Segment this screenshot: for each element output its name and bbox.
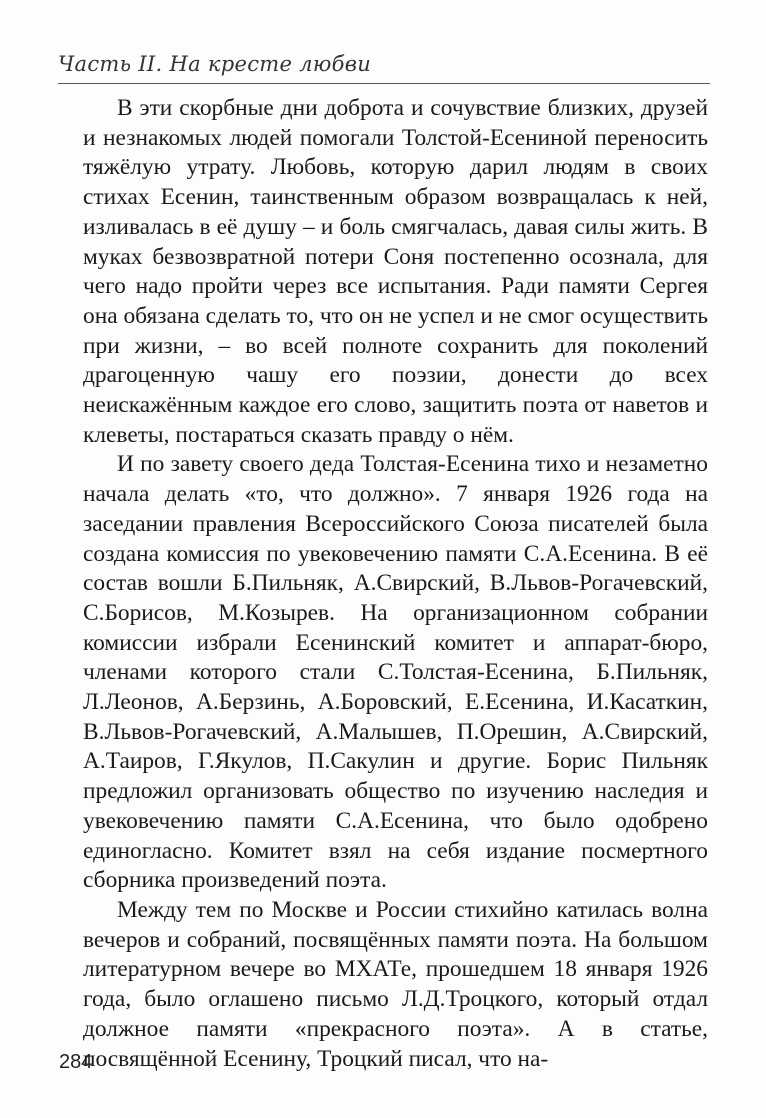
page-number: 284: [59, 1051, 93, 1073]
running-head: Часть II. На кресте любви: [58, 52, 372, 76]
body-text: [83, 94, 708, 1074]
paragraph-2: И по завету своего деда Толстая-Есенина тихо и незаметно начала делать «то, что должно». 7 января 1926 года на заседании правления Всероссийского Союза писателей была создана комиссия по увековечению памяти С.А.Есенина. В её состав вошли Б.Пильняк, А.Свирский, В.Львов-Рогачевский, С.Борисов, М.Козырев. На организационном собрании комиссии избрали Есенинский комитет и аппарат-бюро, членами которого стали С.Толстая-Есенина, Б.Пильняк, Л.Леонов, А.Берзинь, А.Боровский, Е.Есенина, И.Касаткин, В.Львов-Рогачевский, А.Малышев, П.Орешин, А.Свирский, А.Таиров, Г.Якулов, П.Сакулин и другие. Борис Пильняк предложил организовать общество по изучению наследия и увековечению памяти С.А.Есенина, что было одобрено единогласно. Комитет взял на себя издание посмертного сборника произведений поэта.: [83, 451, 708, 894]
paragraph-1: В эти скорбные дни доброта и сочувствие близких, друзей и незнакомых людей помогали Толстой-Есениной переносить тяжёлую утрату. Любовь, которую дарил людям в своих стихах Есенин, таинственным образом возвращалась к ней, изливалась в её душу – и боль смягчалась, давая силы жить. В муках безвозвратной потери Соня постепенно осознала, для чего надо пройти через все испытания. Ради памяти Сергея она обязана сделать то, что он не успел и не смог осуществить при жизни, – во всей полноте сохранить для поколений драгоценную чашу его поэзии, донести до всех неискажённым каждое его слово, защитить поэта от наветов и клеветы, постараться сказать правду о нём.: [83, 95, 708, 448]
header-rule: [58, 83, 710, 84]
paragraph-3: Между тем по Москве и России стихийно катилась волна вечеров и собраний, посвящённых памяти поэта. На большом литературном вечере во МХАТе, прошедшем 18 января 1926 года, было оглашено письмо Л.Д.Троцкого, который отдал должное памяти «прекрасного поэта». А в статье, посвящённой Есенину, Троцкий писал, что на-: [83, 896, 708, 1072]
